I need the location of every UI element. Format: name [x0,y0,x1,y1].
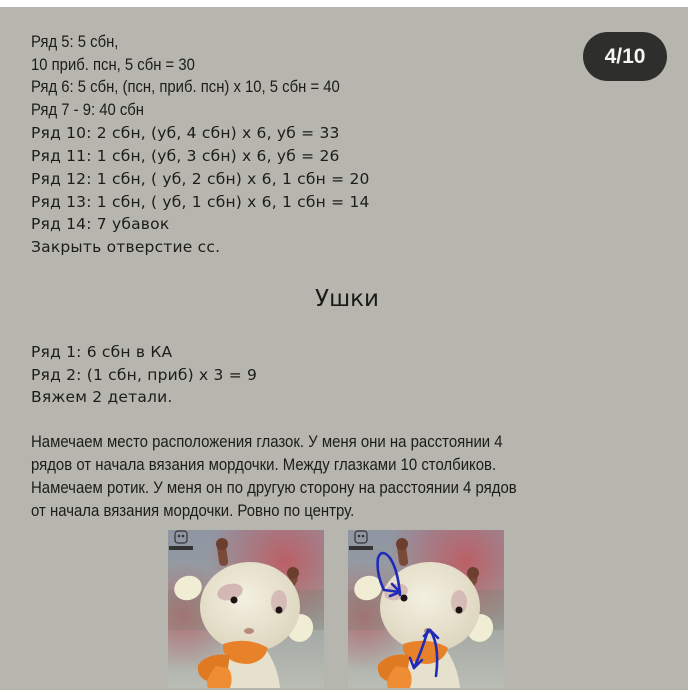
giraffe-illustration [168,530,324,688]
pattern-line: Ряд 6: 5 сбн, (псн, приб. псн) х 10, 5 сбн = 40 [31,78,340,96]
paragraph-line: рядов от начала вязания мордочки. Между глазками 10 столбиков. [31,456,497,474]
pattern-line: Ряд 2: (1 сбн, приб) х 3 = 9 [31,365,258,384]
page-counter-label: 4/10 [604,44,646,68]
giraffe-photo [168,530,324,688]
pattern-line: Закрыть отверстие сс. [31,237,221,256]
pattern-line: Ряд 5: 5 сбн, [31,33,119,51]
paragraph-line: Намечаем место расположения глазок. У меня они на расстоянии 4 [31,433,503,451]
pattern-line: Ряд 13: 1 сбн, ( уб, 1 сбн) х 6, 1 сбн = 14 [31,192,370,211]
pattern-line: Ряд 10: 2 сбн, (уб, 4 сбн) х 6, уб = 33 [31,124,340,142]
paragraph-line: Намечаем ротик. У меня он по другую сторону на расстоянии 4 рядов [31,479,517,497]
paragraph-line: от начала вязания мордочки. Ровно по центру. [31,501,355,520]
pattern-line: Ряд 14: 7 убавок [31,215,170,233]
section-heading-ears: Ушки [315,286,379,312]
pattern-line: Ряд 11: 1 сбн, (уб, 3 сбн) х 6, уб = 26 [31,147,340,165]
pattern-line: 10 приб. псн, 5 сбн = 30 [31,55,195,74]
watermark-logo-icon [168,530,194,552]
giraffe-photo-annotated [348,530,504,688]
pattern-line: Ряд 12: 1 сбн, ( уб, 2 сбн) х 6, 1 сбн = 20 [31,170,370,188]
pattern-line: Ряд 7 - 9: 40 сбн [31,100,144,119]
pattern-line: Вяжем 2 детали. [31,388,173,406]
watermark-logo-icon [348,530,374,552]
annotation-arrows-icon [348,530,504,688]
page-counter-badge [583,32,667,81]
pattern-line: Ряд 1: 6 сбн в КА [31,343,173,361]
